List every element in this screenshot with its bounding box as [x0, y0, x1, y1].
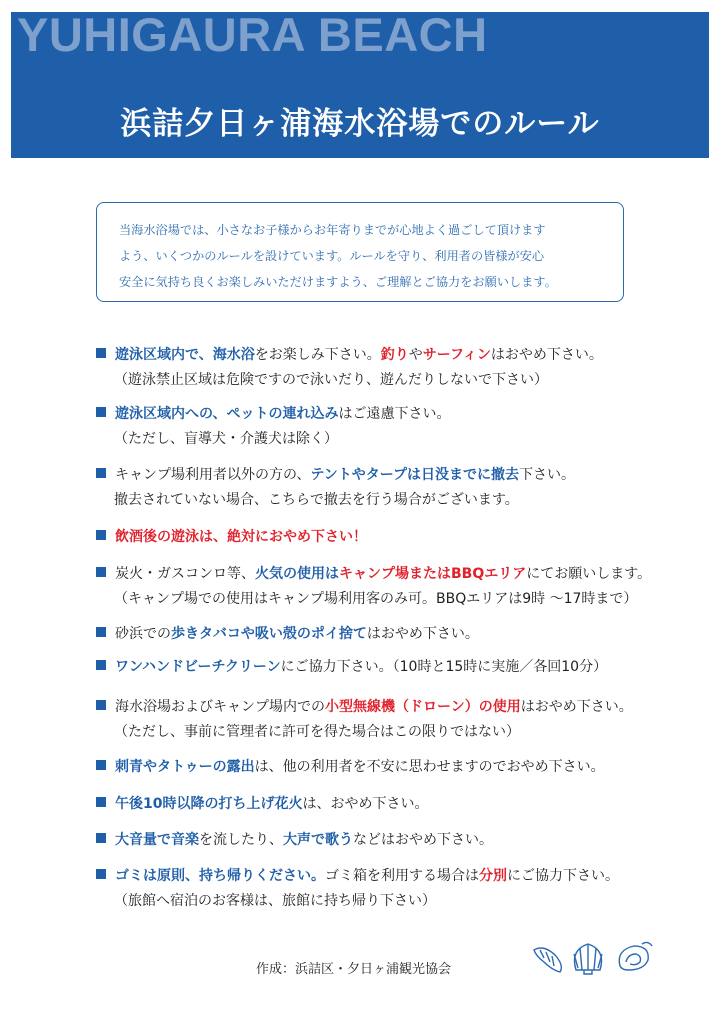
bullet-square-icon: [96, 468, 106, 478]
header-banner: [11, 12, 709, 158]
rule-drone: 海水浴場およびキャンプ場内での小型無線機（ドローン）の使用はおやめ下さい。 （ただし、事前に管理者に許可を得た場合はこの限りではない）: [96, 697, 706, 742]
rule-smoking: 砂浜での歩きタバコや吸い殻のポイ捨てはおやめ下さい。: [96, 624, 706, 644]
bullet-square-icon: [96, 530, 106, 540]
rule-fireworks: 午後10時以降の打ち上げ花火は、おやめ下さい。: [96, 794, 706, 814]
bullet-square-icon: [96, 348, 106, 358]
bullet-square-icon: [96, 567, 106, 577]
title-en: YUHIGAURA BEACH: [17, 12, 488, 61]
bullet-square-icon: [96, 660, 106, 670]
rule-fire: 炭火・ガスコンロ等、火気の使用はキャンプ場またはBBQエリアにてお願いします。 （キャンプ場での使用はキャンプ場利用客のみ可。BBQエリアは9時 ～17時まで）: [96, 564, 706, 609]
rule-tattoo: 刺青やタトゥーの露出は、他の利用者を不安に思わせますのでおやめ下さい。: [96, 757, 706, 777]
intro-box: [96, 202, 624, 302]
rule-swimming: 遊泳区域内で、海水浴をお楽しみ下さい。釣りやサーフィンはおやめ下さい。 （遊泳禁止区域は危険ですので泳いだり、遊んだりしないで下さい）: [96, 345, 706, 390]
page-title: 浜詰夕日ヶ浦海水浴場でのルール: [120, 106, 600, 142]
conch-shell-icon: [534, 948, 561, 972]
rule-garbage: ゴミは原則、持ち帰りください。ゴミ箱を利用する場合は分別にご協力下さい。 （旅館へ宿泊のお客様は、旅館に持ち帰り下さい）: [96, 866, 706, 911]
bullet-square-icon: [96, 407, 106, 417]
intro-line: 当海水浴場では、小さなお子様からお年寄りまでが心地よく過ごして頂けます: [119, 223, 546, 237]
snail-shell-icon: [619, 942, 652, 970]
bullet-square-icon: [96, 700, 106, 710]
rule-pets: 遊泳区域内への、ペットの連れ込みはご遠慮下さい。 （ただし、盲導犬・介護犬は除く）: [96, 404, 706, 449]
intro-line: よう、いくつかのルールを設けています。ルールを守り、利用者の皆様が安心: [119, 249, 545, 263]
rule-drinking: 飲酒後の遊泳は、絶対におやめ下さい！: [96, 527, 706, 547]
bullet-square-icon: [96, 797, 106, 807]
rule-tents: キャンプ場利用者以外の方の、テントやタープは日没までに撤去下さい。 撤去されていない場合、こちらで撤去を行う場合がございます。: [96, 465, 706, 510]
bullet-square-icon: [96, 760, 106, 770]
bullet-square-icon: [96, 627, 106, 637]
bullet-square-icon: [96, 833, 106, 843]
bullet-square-icon: [96, 869, 106, 879]
intro-line: 安全に気持ち良くお楽しみいただけますよう、ご理解とご協力をお願いします。: [119, 275, 557, 289]
scallop-shell-icon: [574, 944, 602, 974]
shells-decoration: [530, 936, 660, 980]
footer-credit: 作成：浜詰区・夕日ヶ浦観光協会: [256, 962, 452, 977]
rule-beach-clean: ワンハンドビーチクリーンにご協力下さい。（10時と15時に実施／各回10分）: [96, 657, 706, 677]
rule-noise: 大音量で音楽を流したり、大声で歌うなどはおやめ下さい。: [96, 830, 706, 850]
